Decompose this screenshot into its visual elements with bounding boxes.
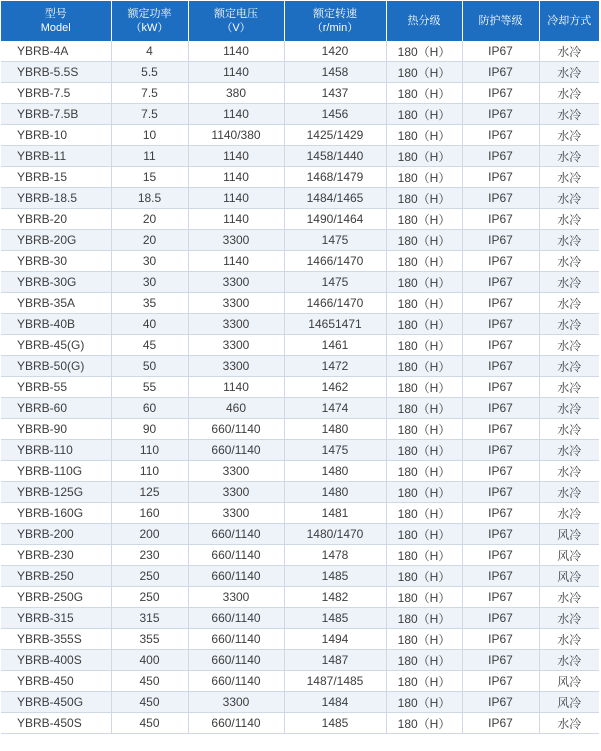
cell-rated-voltage: 1140 — [188, 167, 284, 188]
cell-model: YBRB-230 — [1, 545, 111, 566]
cell-model: YBRB-30 — [1, 251, 111, 272]
cell-cooling-method: 水冷 — [539, 377, 599, 398]
cell-thermal-class: 180（H） — [386, 146, 462, 167]
cell-rated-power: 400 — [111, 650, 188, 671]
cell-model: YBRB-90 — [1, 419, 111, 440]
cell-model: YBRB-7.5B — [1, 104, 111, 125]
table-row — [1, 398, 599, 419]
cell-protection-grade: IP67 — [462, 41, 539, 62]
cell-rated-power: 45 — [111, 335, 188, 356]
cell-rated-voltage: 3300 — [188, 503, 284, 524]
table-row — [1, 41, 599, 62]
table-row — [1, 377, 599, 398]
cell-thermal-class: 180（H） — [386, 104, 462, 125]
cell-rated-voltage: 3300 — [188, 356, 284, 377]
cell-rated-power: 7.5 — [111, 83, 188, 104]
cell-rated-speed: 1485 — [284, 608, 386, 629]
cell-rated-speed: 1481 — [284, 503, 386, 524]
cell-protection-grade: IP67 — [462, 230, 539, 251]
cell-model: YBRB-50(G) — [1, 356, 111, 377]
cell-model: YBRB-15 — [1, 167, 111, 188]
cell-rated-power: 7.5 — [111, 104, 188, 125]
cell-model: YBRB-35A — [1, 293, 111, 314]
cell-rated-voltage: 1140 — [188, 41, 284, 62]
cell-rated-power: 450 — [111, 671, 188, 692]
cell-thermal-class: 180（H） — [386, 545, 462, 566]
cell-cooling-method: 水冷 — [539, 83, 599, 104]
cell-rated-power: 11 — [111, 146, 188, 167]
column-header-sublabel: Model — [40, 22, 71, 34]
column-header-sublabel: （kW） — [130, 22, 169, 34]
cell-cooling-method: 水冷 — [539, 104, 599, 125]
cell-rated-voltage: 380 — [188, 83, 284, 104]
cell-rated-power: 30 — [111, 272, 188, 293]
cell-rated-voltage: 660/1140 — [188, 608, 284, 629]
cell-cooling-method: 水冷 — [539, 62, 599, 83]
cell-thermal-class: 180（H） — [386, 398, 462, 419]
cell-cooling-method: 水冷 — [539, 209, 599, 230]
cell-protection-grade: IP67 — [462, 419, 539, 440]
table-row — [1, 230, 599, 251]
cell-cooling-method: 水冷 — [539, 188, 599, 209]
cell-rated-speed: 1478 — [284, 545, 386, 566]
cell-rated-speed: 1484/1465 — [284, 188, 386, 209]
cell-rated-power: 18.5 — [111, 188, 188, 209]
table-row — [1, 692, 599, 713]
cell-protection-grade: IP67 — [462, 83, 539, 104]
cell-rated-voltage: 1140 — [188, 146, 284, 167]
cell-protection-grade: IP67 — [462, 356, 539, 377]
table-row — [1, 482, 599, 503]
table-row — [1, 104, 599, 125]
cell-rated-speed: 1466/1470 — [284, 293, 386, 314]
cell-rated-power: 110 — [111, 461, 188, 482]
cell-cooling-method: 水冷 — [539, 461, 599, 482]
cell-protection-grade: IP67 — [462, 377, 539, 398]
cell-cooling-method: 水冷 — [539, 440, 599, 461]
cell-protection-grade: IP67 — [462, 545, 539, 566]
cell-protection-grade: IP67 — [462, 587, 539, 608]
cell-rated-power: 20 — [111, 209, 188, 230]
table-row — [1, 608, 599, 629]
cell-cooling-method: 水冷 — [539, 335, 599, 356]
cell-thermal-class: 180（H） — [386, 566, 462, 587]
cell-model: YBRB-4A — [1, 41, 111, 62]
cell-rated-speed: 1475 — [284, 230, 386, 251]
column-header-sublabel: （V） — [221, 22, 251, 34]
cell-thermal-class: 180（H） — [386, 272, 462, 293]
cell-rated-voltage: 660/1140 — [188, 629, 284, 650]
cell-rated-power: 315 — [111, 608, 188, 629]
table-row — [1, 209, 599, 230]
table-row — [1, 125, 599, 146]
cell-model: YBRB-315 — [1, 608, 111, 629]
cell-thermal-class: 180（H） — [386, 419, 462, 440]
cell-protection-grade: IP67 — [462, 713, 539, 734]
cell-rated-voltage: 1140 — [188, 188, 284, 209]
cell-cooling-method: 风冷 — [539, 671, 599, 692]
table-row — [1, 83, 599, 104]
cell-rated-speed: 1487 — [284, 650, 386, 671]
cell-rated-voltage: 3300 — [188, 482, 284, 503]
cell-rated-voltage: 1140 — [188, 209, 284, 230]
cell-rated-power: 230 — [111, 545, 188, 566]
cell-cooling-method: 水冷 — [539, 587, 599, 608]
cell-model: YBRB-110G — [1, 461, 111, 482]
cell-thermal-class: 180（H） — [386, 461, 462, 482]
table-row — [1, 167, 599, 188]
cell-thermal-class: 180（H） — [386, 125, 462, 146]
table-row — [1, 587, 599, 608]
cell-protection-grade: IP67 — [462, 62, 539, 83]
cell-protection-grade: IP67 — [462, 104, 539, 125]
column-header-rated-speed — [284, 1, 386, 41]
cell-cooling-method: 水冷 — [539, 230, 599, 251]
column-header-rated-voltage — [188, 1, 284, 41]
cell-rated-voltage: 460 — [188, 398, 284, 419]
cell-model: YBRB-55 — [1, 377, 111, 398]
cell-thermal-class: 180（H） — [386, 587, 462, 608]
cell-rated-speed: 1425/1429 — [284, 125, 386, 146]
cell-rated-power: 30 — [111, 251, 188, 272]
cell-model: YBRB-160G — [1, 503, 111, 524]
cell-model: YBRB-20 — [1, 209, 111, 230]
cell-protection-grade: IP67 — [462, 209, 539, 230]
cell-thermal-class: 180（H） — [386, 524, 462, 545]
table-body — [1, 41, 599, 734]
cell-model: YBRB-110 — [1, 440, 111, 461]
cell-rated-voltage: 660/1140 — [188, 671, 284, 692]
cell-rated-speed: 1437 — [284, 83, 386, 104]
column-header-label: 防护等级 — [478, 15, 523, 27]
cell-rated-power: 250 — [111, 566, 188, 587]
cell-rated-speed: 1480 — [284, 419, 386, 440]
cell-thermal-class: 180（H） — [386, 377, 462, 398]
cell-protection-grade: IP67 — [462, 629, 539, 650]
cell-rated-power: 200 — [111, 524, 188, 545]
cell-rated-voltage: 660/1140 — [188, 650, 284, 671]
cell-rated-power: 110 — [111, 440, 188, 461]
cell-thermal-class: 180（H） — [386, 83, 462, 104]
cell-protection-grade: IP67 — [462, 692, 539, 713]
cell-thermal-class: 180（H） — [386, 482, 462, 503]
cell-protection-grade: IP67 — [462, 146, 539, 167]
column-header-rated-power — [111, 1, 188, 41]
cell-thermal-class: 180（H） — [386, 335, 462, 356]
column-header-cooling-method — [539, 1, 599, 41]
cell-rated-power: 15 — [111, 167, 188, 188]
cell-rated-speed: 1468/1479 — [284, 167, 386, 188]
cell-rated-voltage: 3300 — [188, 692, 284, 713]
cell-cooling-method: 水冷 — [539, 251, 599, 272]
cell-cooling-method: 风冷 — [539, 524, 599, 545]
table-header — [1, 1, 599, 41]
cell-thermal-class: 180（H） — [386, 713, 462, 734]
table-row — [1, 272, 599, 293]
column-header-label: 额定功率 — [127, 8, 172, 20]
cell-thermal-class: 180（H） — [386, 503, 462, 524]
table-row — [1, 293, 599, 314]
motor-spec-table — [1, 1, 599, 734]
table-row — [1, 356, 599, 377]
cell-protection-grade: IP67 — [462, 503, 539, 524]
cell-rated-speed: 1487/1485 — [284, 671, 386, 692]
cell-rated-voltage: 1140/380 — [188, 125, 284, 146]
cell-thermal-class: 180（H） — [386, 650, 462, 671]
cell-rated-speed: 1456 — [284, 104, 386, 125]
cell-cooling-method: 水冷 — [539, 41, 599, 62]
table-row — [1, 461, 599, 482]
cell-rated-voltage: 3300 — [188, 230, 284, 251]
cell-rated-speed: 1480 — [284, 482, 386, 503]
table-row — [1, 188, 599, 209]
cell-rated-voltage: 3300 — [188, 335, 284, 356]
cell-rated-power: 60 — [111, 398, 188, 419]
cell-protection-grade: IP67 — [462, 272, 539, 293]
column-header-protection-grade — [462, 1, 539, 41]
cell-rated-power: 355 — [111, 629, 188, 650]
cell-thermal-class: 180（H） — [386, 293, 462, 314]
cell-thermal-class: 180（H） — [386, 167, 462, 188]
table-row — [1, 524, 599, 545]
cell-rated-speed: 14651471 — [284, 314, 386, 335]
cell-rated-voltage: 3300 — [188, 314, 284, 335]
cell-model: YBRB-450S — [1, 713, 111, 734]
table-row — [1, 419, 599, 440]
cell-cooling-method: 水冷 — [539, 398, 599, 419]
table-row — [1, 440, 599, 461]
cell-rated-voltage: 1140 — [188, 377, 284, 398]
cell-rated-power: 40 — [111, 314, 188, 335]
cell-rated-voltage: 660/1140 — [188, 524, 284, 545]
cell-cooling-method: 水冷 — [539, 125, 599, 146]
cell-rated-speed: 1494 — [284, 629, 386, 650]
table-row — [1, 671, 599, 692]
cell-model: YBRB-450G — [1, 692, 111, 713]
cell-cooling-method: 水冷 — [539, 356, 599, 377]
cell-protection-grade: IP67 — [462, 314, 539, 335]
cell-cooling-method: 水冷 — [539, 482, 599, 503]
cell-protection-grade: IP67 — [462, 671, 539, 692]
cell-rated-speed: 1466/1470 — [284, 251, 386, 272]
table-row — [1, 146, 599, 167]
cell-thermal-class: 180（H） — [386, 41, 462, 62]
cell-cooling-method: 水冷 — [539, 293, 599, 314]
cell-protection-grade: IP67 — [462, 461, 539, 482]
cell-rated-speed: 1485 — [284, 566, 386, 587]
cell-rated-voltage: 660/1140 — [188, 713, 284, 734]
cell-protection-grade: IP67 — [462, 125, 539, 146]
cell-model: YBRB-60 — [1, 398, 111, 419]
cell-protection-grade: IP67 — [462, 167, 539, 188]
cell-model: YBRB-45(G) — [1, 335, 111, 356]
cell-rated-voltage: 660/1140 — [188, 440, 284, 461]
cell-model: YBRB-250G — [1, 587, 111, 608]
table-row — [1, 314, 599, 335]
column-header-label: 型号 — [44, 8, 67, 20]
cell-model: YBRB-10 — [1, 125, 111, 146]
cell-rated-speed: 1485 — [284, 713, 386, 734]
cell-rated-speed: 1472 — [284, 356, 386, 377]
cell-protection-grade: IP67 — [462, 566, 539, 587]
table-row — [1, 650, 599, 671]
cell-rated-power: 50 — [111, 356, 188, 377]
cell-model: YBRB-20G — [1, 230, 111, 251]
cell-cooling-method: 水冷 — [539, 167, 599, 188]
cell-rated-speed: 1490/1464 — [284, 209, 386, 230]
column-header-label: 额定转速 — [313, 8, 357, 20]
cell-cooling-method: 风冷 — [539, 545, 599, 566]
cell-rated-speed: 1474 — [284, 398, 386, 419]
cell-rated-power: 450 — [111, 713, 188, 734]
cell-cooling-method: 水冷 — [539, 629, 599, 650]
table-row — [1, 503, 599, 524]
cell-cooling-method: 水冷 — [539, 146, 599, 167]
cell-rated-speed: 1458 — [284, 62, 386, 83]
cell-cooling-method: 水冷 — [539, 713, 599, 734]
cell-rated-power: 5.5 — [111, 62, 188, 83]
cell-rated-power: 250 — [111, 587, 188, 608]
cell-thermal-class: 180（H） — [386, 608, 462, 629]
cell-model: YBRB-450 — [1, 671, 111, 692]
cell-protection-grade: IP67 — [462, 293, 539, 314]
cell-model: YBRB-200 — [1, 524, 111, 545]
cell-rated-voltage: 1140 — [188, 251, 284, 272]
table-row — [1, 335, 599, 356]
cell-model: YBRB-5.5S — [1, 62, 111, 83]
cell-protection-grade: IP67 — [462, 440, 539, 461]
table-row — [1, 566, 599, 587]
cell-thermal-class: 180（H） — [386, 356, 462, 377]
cell-thermal-class: 180（H） — [386, 188, 462, 209]
cell-rated-power: 4 — [111, 41, 188, 62]
cell-model: YBRB-30G — [1, 272, 111, 293]
table-row — [1, 713, 599, 734]
cell-protection-grade: IP67 — [462, 188, 539, 209]
cell-rated-voltage: 1140 — [188, 104, 284, 125]
cell-rated-speed: 1482 — [284, 587, 386, 608]
cell-thermal-class: 180（H） — [386, 692, 462, 713]
cell-thermal-class: 180（H） — [386, 230, 462, 251]
cell-cooling-method: 水冷 — [539, 608, 599, 629]
column-header-label: 热分级 — [407, 15, 441, 27]
cell-protection-grade: IP67 — [462, 482, 539, 503]
cell-rated-voltage: 3300 — [188, 293, 284, 314]
column-header-sublabel: （r/min） — [311, 22, 359, 34]
column-header-label: 额定电压 — [214, 8, 258, 20]
cell-rated-speed: 1484 — [284, 692, 386, 713]
table-row — [1, 629, 599, 650]
cell-rated-speed: 1480/1470 — [284, 524, 386, 545]
cell-protection-grade: IP67 — [462, 524, 539, 545]
table-row — [1, 251, 599, 272]
cell-rated-speed: 1462 — [284, 377, 386, 398]
cell-rated-voltage: 660/1140 — [188, 545, 284, 566]
cell-rated-speed: 1475 — [284, 440, 386, 461]
cell-rated-speed: 1461 — [284, 335, 386, 356]
cell-thermal-class: 180（H） — [386, 314, 462, 335]
cell-thermal-class: 180（H） — [386, 209, 462, 230]
cell-cooling-method: 风冷 — [539, 566, 599, 587]
cell-rated-speed: 1420 — [284, 41, 386, 62]
table-row — [1, 62, 599, 83]
cell-model: YBRB-40B — [1, 314, 111, 335]
cell-cooling-method: 水冷 — [539, 314, 599, 335]
cell-rated-speed: 1480 — [284, 461, 386, 482]
column-header-label: 冷却方式 — [547, 15, 592, 27]
cell-thermal-class: 180（H） — [386, 251, 462, 272]
cell-rated-voltage: 1140 — [188, 62, 284, 83]
cell-rated-voltage: 3300 — [188, 587, 284, 608]
cell-protection-grade: IP67 — [462, 335, 539, 356]
cell-rated-power: 35 — [111, 293, 188, 314]
cell-rated-power: 90 — [111, 419, 188, 440]
cell-rated-speed: 1458/1440 — [284, 146, 386, 167]
cell-model: YBRB-400S — [1, 650, 111, 671]
table-row — [1, 545, 599, 566]
cell-thermal-class: 180（H） — [386, 440, 462, 461]
cell-rated-voltage: 3300 — [188, 461, 284, 482]
cell-model: YBRB-125G — [1, 482, 111, 503]
column-header-thermal-class — [386, 1, 462, 41]
cell-thermal-class: 180（H） — [386, 671, 462, 692]
cell-model: YBRB-11 — [1, 146, 111, 167]
cell-protection-grade: IP67 — [462, 608, 539, 629]
cell-cooling-method: 水冷 — [539, 650, 599, 671]
cell-protection-grade: IP67 — [462, 650, 539, 671]
header-row — [1, 1, 599, 41]
cell-cooling-method: 风冷 — [539, 692, 599, 713]
cell-thermal-class: 180（H） — [386, 629, 462, 650]
cell-model: YBRB-250 — [1, 566, 111, 587]
column-header-model — [1, 1, 111, 41]
cell-protection-grade: IP67 — [462, 251, 539, 272]
cell-model: YBRB-18.5 — [1, 188, 111, 209]
cell-cooling-method: 水冷 — [539, 272, 599, 293]
cell-rated-power: 125 — [111, 482, 188, 503]
cell-cooling-method: 水冷 — [539, 503, 599, 524]
cell-model: YBRB-355S — [1, 629, 111, 650]
cell-thermal-class: 180（H） — [386, 62, 462, 83]
cell-rated-power: 160 — [111, 503, 188, 524]
cell-rated-power: 10 — [111, 125, 188, 146]
cell-model: YBRB-7.5 — [1, 83, 111, 104]
cell-rated-power: 55 — [111, 377, 188, 398]
cell-protection-grade: IP67 — [462, 398, 539, 419]
cell-cooling-method: 水冷 — [539, 419, 599, 440]
cell-rated-speed: 1475 — [284, 272, 386, 293]
cell-rated-power: 20 — [111, 230, 188, 251]
cell-rated-voltage: 660/1140 — [188, 566, 284, 587]
cell-rated-power: 450 — [111, 692, 188, 713]
cell-rated-voltage: 3300 — [188, 272, 284, 293]
cell-rated-voltage: 660/1140 — [188, 419, 284, 440]
